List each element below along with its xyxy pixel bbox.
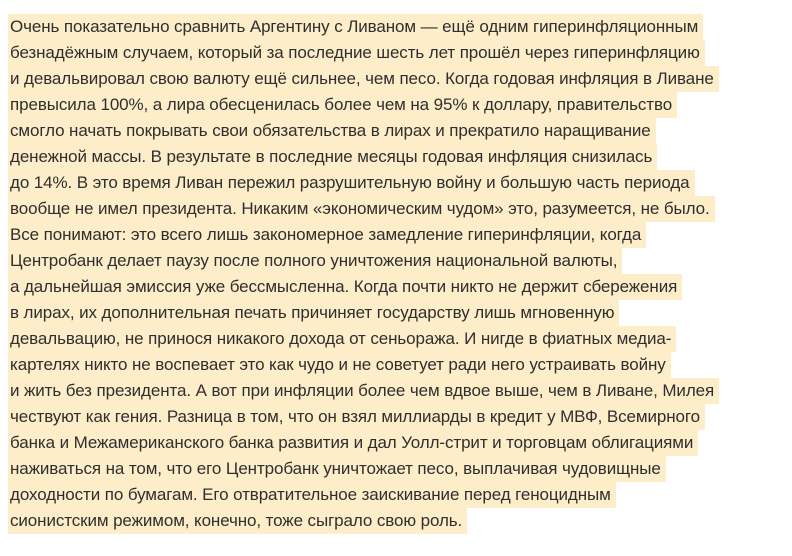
highlighted-text: и девальвировал свою валюту ещё сильнее, чем песо. Когда годовая инфляция в Ливане	[8, 66, 719, 92]
text-line	[8, 170, 792, 196]
text-line	[8, 378, 792, 404]
text-line	[8, 300, 792, 326]
highlighted-text: доходности по бумагам. Его отвратительное заискивание перед геноцидным	[8, 482, 616, 508]
text-line	[8, 456, 792, 482]
text-line	[8, 430, 792, 456]
highlighted-text: безнадёжным случаем, который за последние шесть лет прошёл через гиперинфляцию	[8, 40, 705, 66]
text-line	[8, 482, 792, 508]
highlighted-text: Все понимают: это всего лишь закономерное замедление гиперинфляции, когда	[8, 222, 646, 248]
highlighted-text: чествуют как гения. Разница в том, что он взял миллиарды в кредит у МВФ, Всемирного	[8, 404, 705, 430]
text-line	[8, 222, 792, 248]
highlighted-text: превысила 100%, а лира обесценилась более чем на 95% к доллару, правительство	[8, 92, 677, 118]
highlighted-text: Очень показательно сравнить Аргентину с Ливаном — ещё одним гиперинфляционным	[8, 14, 703, 40]
highlighted-text: и жить без президента. А вот при инфляции более чем вдвое выше, чем в Ливане, Милея	[8, 378, 719, 404]
text-line	[8, 326, 792, 352]
highlighted-text: картелях никто не воспевает это как чудо и не советует ради него устраивать войну	[8, 352, 671, 378]
highlighted-text: банка и Межамериканского банка развития и дал Уолл-стрит и торговцам облигациями	[8, 430, 698, 456]
highlighted-text: сионистским режимом, конечно, тоже сыграло свою роль.	[8, 508, 467, 534]
highlighted-text: вообще не имел президента. Никаким «экономическим чудом» это, разумеется, не было.	[8, 196, 715, 222]
text-line	[8, 404, 792, 430]
text-line	[8, 274, 792, 300]
highlighted-text: смогло начать покрывать свои обязательства в лирах и прекратило наращивание	[8, 118, 656, 144]
text-line	[8, 196, 792, 222]
text-line	[8, 40, 792, 66]
highlighted-text: наживаться на том, что его Центробанк уничтожает песо, выплачивая чудовищные	[8, 456, 666, 482]
text-line	[8, 144, 792, 170]
highlighted-text: до 14%. В это время Ливан пережил разрушительную войну и большую часть периода	[8, 170, 695, 196]
text-line	[8, 118, 792, 144]
text-line	[8, 352, 792, 378]
highlighted-text: денежной массы. В результате в последние месяцы годовая инфляция снизилась	[8, 144, 657, 170]
text-line	[8, 14, 792, 40]
text-line	[8, 66, 792, 92]
highlighted-text: девальвацию, не принося никакого дохода от сеньоража. И нигде в фиатных медиа-	[8, 326, 676, 352]
text-line	[8, 248, 792, 274]
text-line	[8, 508, 792, 534]
article-text	[8, 14, 792, 534]
highlighted-text: Центробанк делает паузу после полного уничтожения национальной валюты,	[8, 248, 622, 274]
highlighted-text: а дальнейшая эмиссия уже бессмысленна. Когда почти никто не держит сбережения	[8, 274, 682, 300]
highlighted-text: в лирах, их дополнительная печать причиняет государству лишь мгновенную	[8, 300, 619, 326]
text-line	[8, 92, 792, 118]
